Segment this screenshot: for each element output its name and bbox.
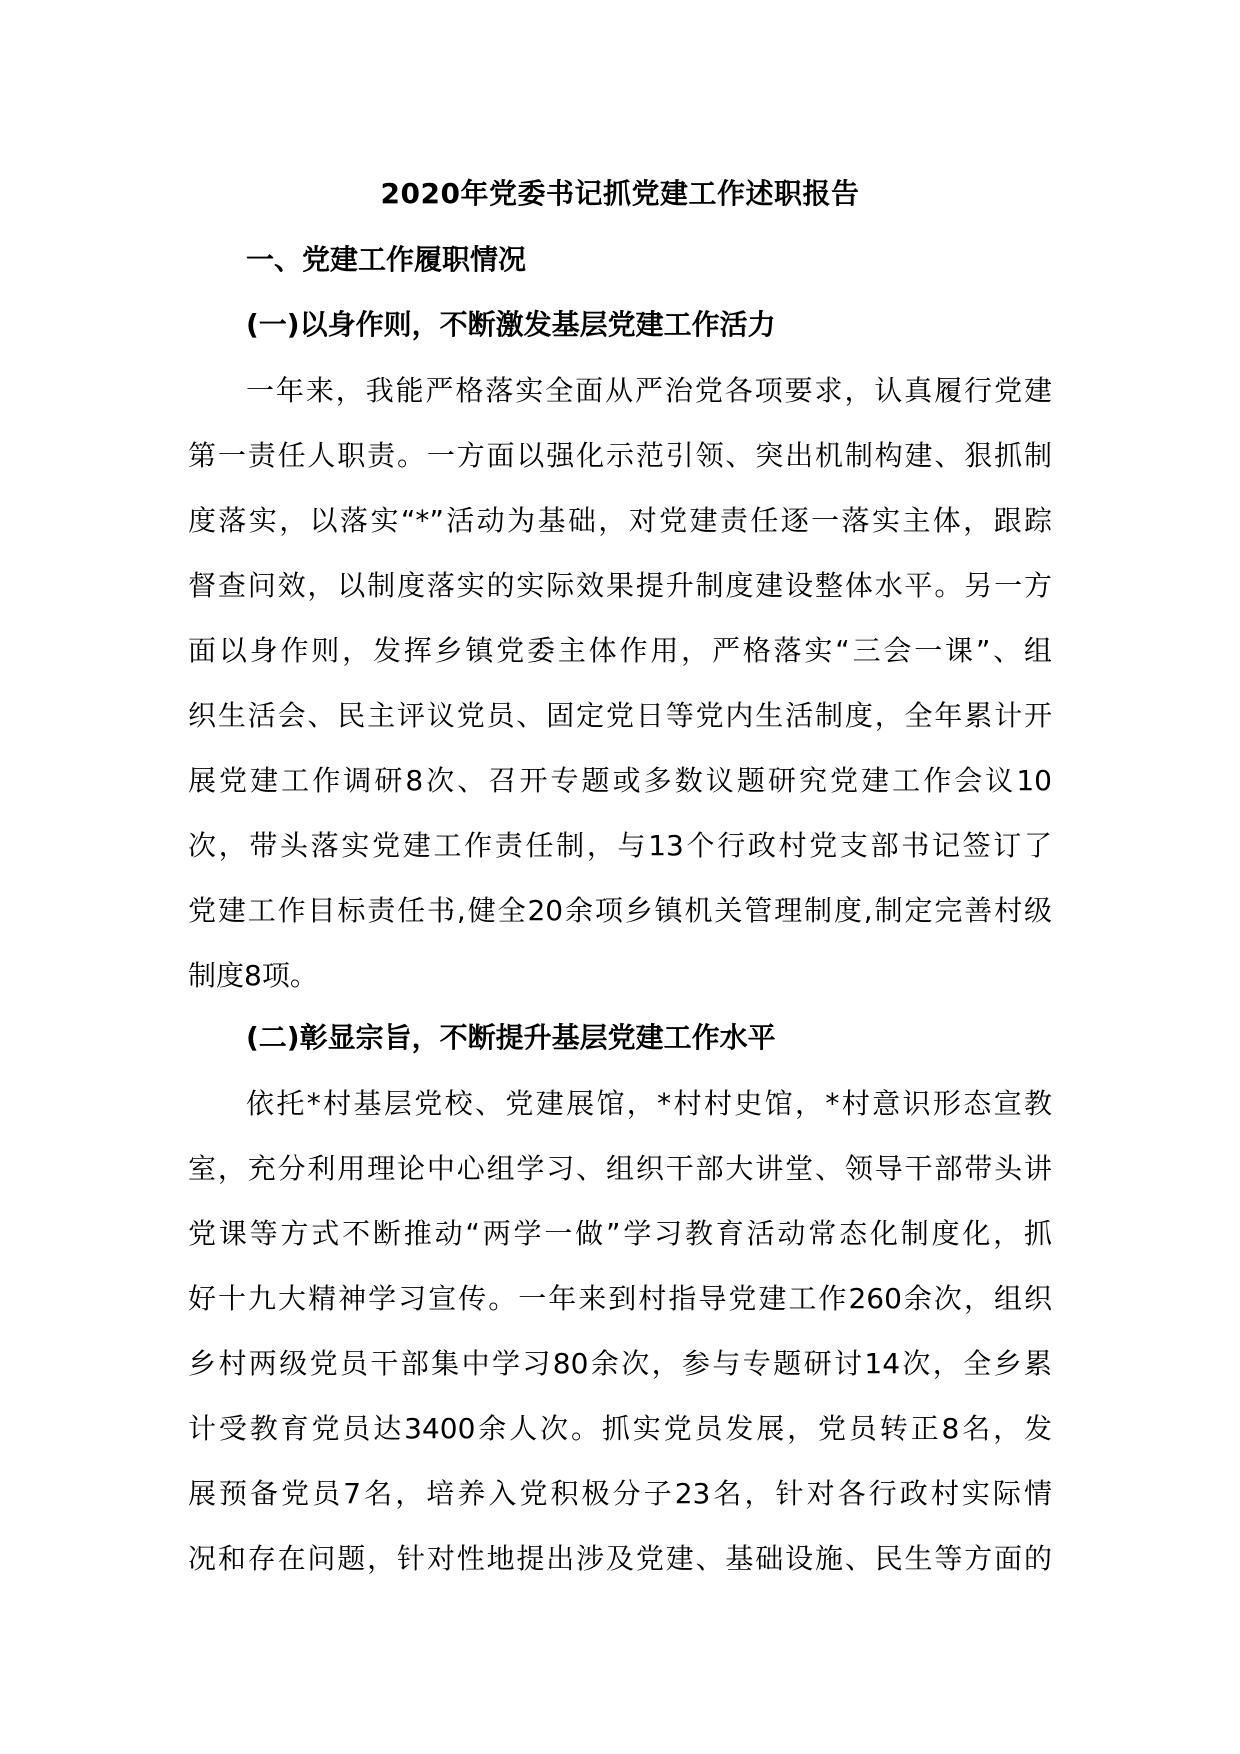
paragraph-line: 面以身作则，发挥乡镇党委主体作用，严格落实“三会一课”、组 <box>188 634 1052 667</box>
paragraph-line: 党课等方式不断推动“两学一做”学习教育活动常态化制度化，抓 <box>188 1217 1052 1250</box>
paragraph-line: 次，带头落实党建工作责任制，与13个行政村党支部书记签订了 <box>188 829 1052 862</box>
document-title: 2020年党委书记抓党建工作述职报告 <box>380 177 860 210</box>
paragraph-line: 度落实，以落实“*”活动为基础，对党建责任逐一落实主体，跟踪 <box>188 504 1052 537</box>
paragraph-line: 第一责任人职责。一方面以强化示范引领、突出机制构建、狠抓制 <box>188 439 1052 472</box>
paragraph-line: 室，充分利用理论中心组学习、组织干部大讲堂、领导干部带头讲 <box>188 1152 1052 1185</box>
paragraph-line: 织生活会、民主评议党员、固定党日等党内生活制度，全年累计开 <box>188 699 1052 732</box>
paragraph-line: 制度8项。 <box>188 959 318 992</box>
paragraph-line: 好十九大精神学习宣传。一年来到村指导党建工作260余次，组织 <box>188 1282 1052 1315</box>
paragraph-2 <box>188 1084 1052 1604</box>
subsection-heading-2: (二)彰显宗旨，不断提升基层党建工作水平 <box>246 1021 776 1054</box>
paragraph-line: 展预备党员7名，培养入党积极分子23名，针对各行政村实际情 <box>188 1477 1052 1510</box>
section-heading-1: 一、党建工作履职情况 <box>246 243 527 276</box>
paragraph-line: 依托*村基层党校、党建展馆，*村村史馆，*村意识形态宣教 <box>246 1087 1052 1120</box>
paragraph-line: 一年来，我能严格落实全面从严治党各项要求，认真履行党建 <box>246 374 1052 407</box>
subsection-heading-1: (一)以身作则，不断激发基层党建工作活力 <box>246 308 776 341</box>
paragraph-line: 乡村两级党员干部集中学习80余次，参与专题研讨14次，全乡累 <box>188 1347 1052 1380</box>
paragraph-line: 展党建工作调研8次、召开专题或多数议题研究党建工作会议10 <box>188 764 1052 797</box>
paragraph-line: 况和存在问题，针对性地提出涉及党建、基础设施、民生等方面的 <box>188 1542 1052 1575</box>
paragraph-line: 督查问效，以制度落实的实际效果提升制度建设整体水平。另一方 <box>188 569 1052 602</box>
paragraph-line: 计受教育党员达3400余人次。抓实党员发展，党员转正8名，发 <box>188 1412 1052 1445</box>
paragraph-1 <box>188 371 1052 1021</box>
paragraph-line: 党建工作目标责任书,健全20余项乡镇机关管理制度,制定完善村级 <box>188 894 1052 927</box>
